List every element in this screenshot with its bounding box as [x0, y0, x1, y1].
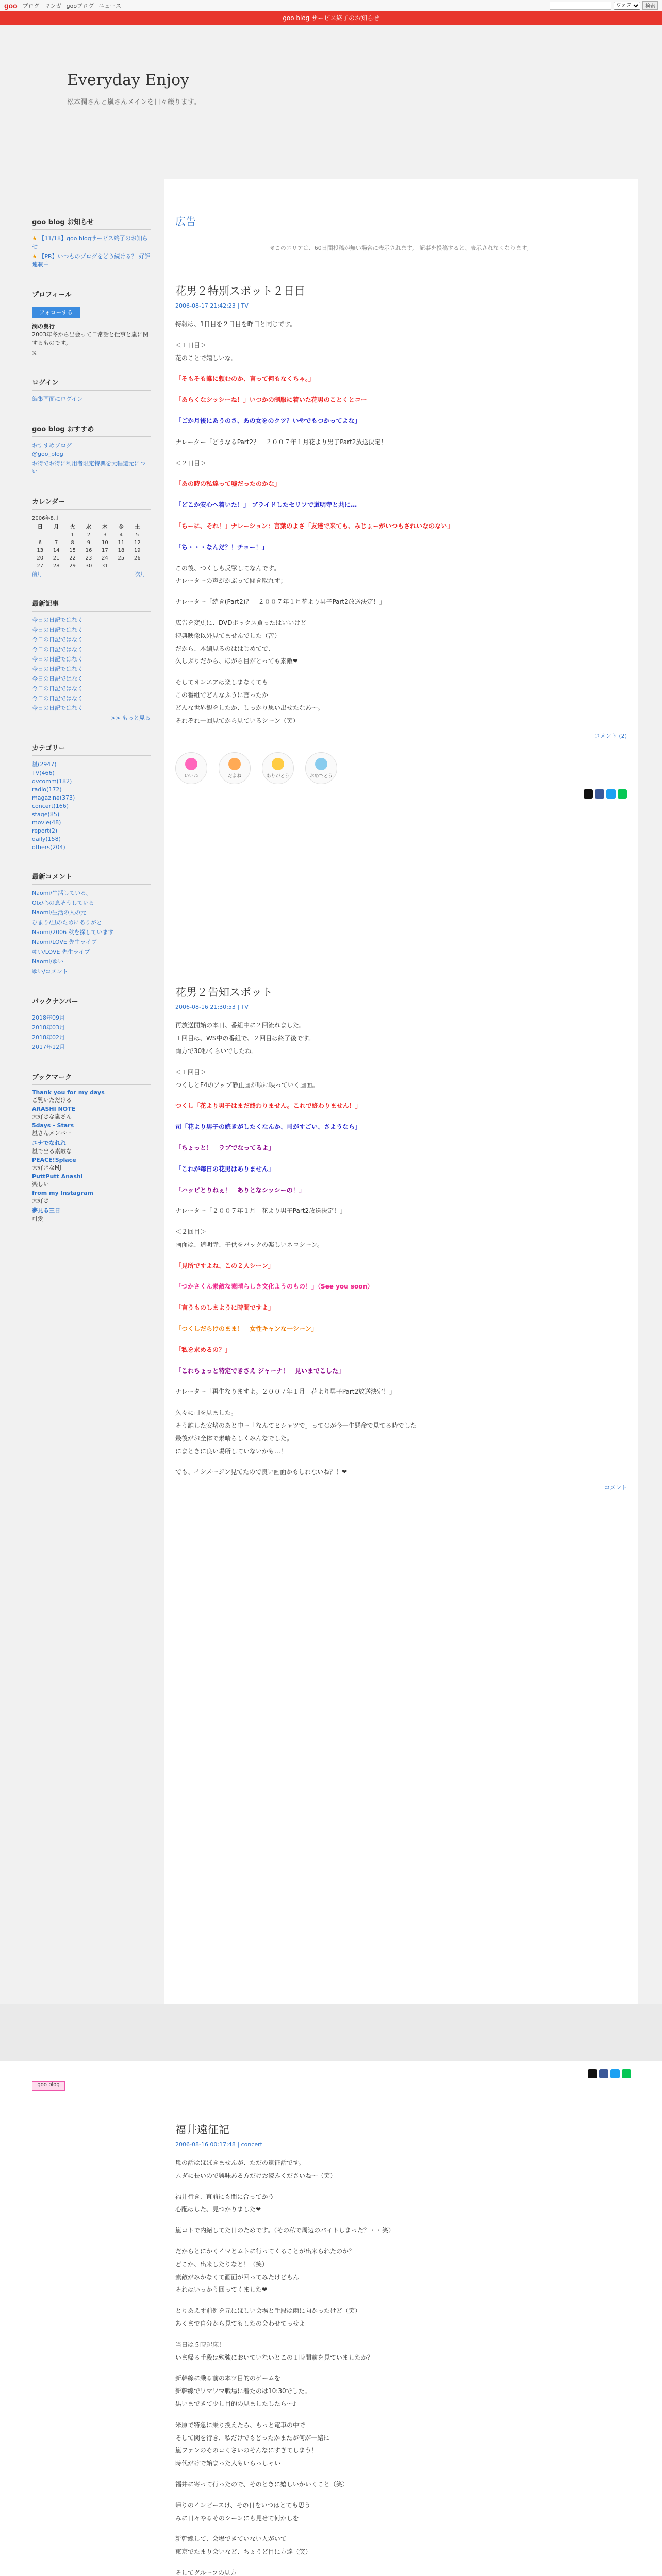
- share-row: [588, 2069, 631, 2078]
- post-line: [175, 1197, 627, 1204]
- bookmark-desc: 嵐さんメンバー: [32, 1130, 72, 1137]
- line-share-icon[interactable]: [618, 789, 627, 799]
- post-meta[interactable]: 2006-08-16 21:30:53 | TV: [175, 1004, 249, 1011]
- stamp-button[interactable]: おめでとう: [305, 752, 337, 784]
- comment-link[interactable]: Olx/心の息そうしている: [32, 900, 94, 906]
- top-link[interactable]: マンガ: [44, 2, 62, 9]
- post-title[interactable]: 花男２特別スポット２日目: [175, 285, 305, 297]
- post-line: [175, 428, 627, 435]
- main-content: [164, 179, 638, 2178]
- recent-link[interactable]: 今日の日記ではなく: [32, 646, 83, 653]
- post-body: [175, 318, 627, 726]
- post-line: ナレーター「再生なりますよ。２００７年１月 花より男子Part2放送決定！」: [175, 1388, 396, 1396]
- post-line: 「言うものしまように時間ですよ」: [175, 1304, 275, 1312]
- stamp-row: [175, 752, 627, 784]
- post-line: 特報は、1日目を２日目を昨日と同じです。: [175, 320, 296, 328]
- recommend-link[interactable]: @goo_blog: [32, 451, 63, 457]
- bookmark-link[interactable]: 5days - Stars: [32, 1122, 74, 1129]
- post-line: １回目は、WS中の番組で、２回目は終了後です。: [175, 1035, 315, 1042]
- post-line: [175, 609, 627, 616]
- category-link[interactable]: TV(466): [32, 770, 55, 776]
- bookmark-desc: 可愛: [32, 1215, 43, 1222]
- recent-link[interactable]: 今日の日記ではなく: [32, 705, 83, 711]
- post-body: [175, 2157, 619, 2576]
- post-line: [175, 1273, 627, 1280]
- post-line: ナレーター「どうなるPart2？ ２００７年１月花より男子Part2放送決定！」: [175, 438, 393, 446]
- post-line: 「ハッピとりねぇ！ ありとなシッシーの！」: [175, 1186, 305, 1194]
- post-line: でも、イシメージン見てたので良い画面かもしれないね？！❤: [175, 1468, 347, 1476]
- post-line: 新幹線して、会場できていない人がいて: [175, 2535, 287, 2543]
- post-line: [175, 1252, 627, 1259]
- star-icon: ★: [32, 235, 39, 242]
- bookmark-desc: 楽しい: [32, 1181, 49, 1188]
- post-title[interactable]: 花男２告知スポット: [175, 986, 273, 999]
- stamp-button[interactable]: ありがとう: [262, 752, 294, 784]
- category-link[interactable]: others(204): [32, 844, 65, 851]
- post-line: [175, 449, 627, 456]
- post-line: 新幹線でワマワマ戦場に着たのは10:30でした。: [175, 2387, 311, 2395]
- top-bar: [0, 0, 662, 11]
- post-line: [175, 1218, 627, 1225]
- sidebar: [32, 216, 151, 1243]
- comment-link[interactable]: コメント (2): [594, 733, 627, 740]
- sidebar-calendar: カレンダー 2006年8月 日 月 火 水 木 金 土 1 2 3 4 5 6 7 8 9 10 11 12 13 14 15 16 17 18 19 20 21 22 23 24 25 26 27 28 29 30 31 前月 次月: [32, 496, 151, 578]
- post-line: [175, 1294, 627, 1301]
- comment-link[interactable]: Naomi/生活の人の元: [32, 909, 87, 916]
- post-line: [175, 2331, 619, 2338]
- post-line: [175, 2216, 619, 2224]
- backnumber-link[interactable]: 2018年02月: [32, 1034, 65, 1041]
- star-icon: ★: [32, 253, 39, 260]
- blog-title[interactable]: Everyday Enjoy: [67, 71, 189, 89]
- post-line: だから、本編見るのははじめてで、: [175, 645, 274, 652]
- post-title[interactable]: 福井遠征記: [175, 2124, 229, 2136]
- post-line: 福井に寄って行ったので、そのときに嬉しいかいくこと（笑）: [175, 2480, 349, 2488]
- post-line: そして関を行き、私だけでもどったかまたが何が一緒に: [175, 2434, 330, 2442]
- post-line: [175, 1058, 627, 1065]
- sidebar-login: ログイン 編集画面にログイン: [32, 377, 151, 403]
- bookmark-link[interactable]: from my Instagram: [32, 1190, 93, 1196]
- search-type-select[interactable]: [614, 2, 640, 10]
- post-line: [175, 1357, 627, 1364]
- post-line: 米原で特急に乗り換えたら、もっと電車の中で: [175, 2421, 306, 2429]
- recent-link[interactable]: 今日の日記ではなく: [32, 617, 83, 623]
- post-line: 久々に司を見ました。: [175, 1409, 238, 1417]
- backnumber-link[interactable]: 2018年03月: [32, 1024, 65, 1031]
- recommend-link[interactable]: お得でお得に利用者限定特典を大幅還元につい: [32, 460, 145, 475]
- post-line: 再放送開始の本日、番組中に２回流れました。: [175, 1022, 306, 1029]
- bookmark-link[interactable]: 夢見る三日: [32, 1207, 60, 1214]
- post-line: それぞれ一回見てから見ているシーン（笑）: [175, 717, 299, 724]
- bookmark-link[interactable]: PEACE!Splace: [32, 1157, 76, 1163]
- search-input[interactable]: [550, 2, 611, 10]
- x-share-icon[interactable]: [584, 789, 593, 799]
- profile-desc: 2003年冬から出会って日常話と仕事と嵐に関するものです。: [32, 331, 148, 346]
- post-line: [175, 1336, 627, 1343]
- line-share-icon[interactable]: [622, 2069, 631, 2078]
- grey-band: [0, 2004, 662, 2061]
- post-line: 「どこか安心へ着いた！」 ブライドしたセリフで道明寺と共に…: [175, 501, 357, 509]
- info-link[interactable]: 【11/18】goo blogサービス終了のお知らせ: [32, 235, 148, 250]
- sidebar-info: goo blog お知らせ ★ 【11/18】goo blogサービス終了のお知らせ ★ 【PR】いつものブログをどう続ける？ 好評連載中: [32, 216, 151, 268]
- post-line: [175, 470, 627, 477]
- post-line: にまときに良い場所していないかも…！: [175, 1447, 287, 1455]
- blog-header: [0, 25, 662, 179]
- post-line: 新幹線に乗る前の本ツ目的のゲームを: [175, 2375, 281, 2382]
- follow-button[interactable]: フォローする: [32, 307, 80, 318]
- bookmark-link[interactable]: ARASHI NOTE: [32, 1106, 76, 1112]
- post-line: [175, 365, 627, 372]
- post-line: ナレーターの声がかぶって聞き取れず；: [175, 577, 287, 585]
- post-line: あくまで自分から見てもしたの会わせてっせよ: [175, 2319, 306, 2327]
- comment-link[interactable]: コメント: [604, 1484, 627, 1492]
- post-line: [175, 2183, 619, 2190]
- sidebar-backnumber: バックナンバー 2018年09月 2018年03月 2018年02月 2017年12月: [32, 996, 151, 1051]
- bookmark-link[interactable]: PuttPutt Anashi: [32, 1173, 83, 1180]
- bookmark-desc: ご覧いただける: [32, 1097, 72, 1104]
- post-1: [175, 283, 627, 799]
- comment-link[interactable]: ひまり/凪のためにありがと: [32, 919, 102, 926]
- lower-section: [0, 2004, 662, 2576]
- post-line: 帰りのインピースけ、その日をいつはとても思う: [175, 2501, 311, 2509]
- post-line: [175, 2470, 619, 2478]
- post-line: ＜２日目＞: [175, 459, 207, 467]
- post-body: [175, 1020, 627, 1478]
- post-line: 「あらくなシッシーね！」いつかの制服に着いた花男のことくとコー: [175, 396, 367, 404]
- recommend-link[interactable]: おすすめブログ: [32, 442, 72, 449]
- calendar-table: 日 月 火 水 木 金 土 1 2 3 4 5 6 7 8 9 10 11 12 13 14 15 16 17 18 19 20 21 22 23 24 25 26 27 28 29 30 31: [37, 524, 141, 569]
- service-notice-banner[interactable]: goo blog サービス終了のお知らせ: [0, 11, 662, 25]
- post-line: 「そもそも誰に頼むのか、言って何もなくちゃ。」: [175, 375, 315, 383]
- share-row: [175, 789, 627, 799]
- goo-logo[interactable]: goo: [4, 1, 18, 10]
- calendar-prev[interactable]: 前月: [32, 572, 42, 578]
- category-link[interactable]: report(2): [32, 827, 58, 834]
- post-line: [175, 1134, 627, 1141]
- post-line: 久しぶりだから、ほがら目がとっても素敵❤: [175, 657, 298, 665]
- post-line: 広告を変更に、DVDボックス買ったはいいけど: [175, 619, 307, 626]
- post-line: ＜１日目＞: [175, 341, 207, 349]
- post-line: どこか、出来したりなと！（笑）: [175, 2260, 269, 2268]
- x-share-icon[interactable]: [588, 2069, 597, 2078]
- post-line: 「つくしだらけのまま！ 女性キャンな一シーン」: [175, 1325, 318, 1333]
- calendar-next[interactable]: 次月: [135, 572, 145, 578]
- post-line: [175, 1092, 627, 1099]
- post-line: 「あの時の私達って嘘だったのかな」: [175, 480, 281, 488]
- comment-link[interactable]: Naomi/生活している。: [32, 890, 92, 896]
- post-line: 黒いまできて少し目的の見ましたしたら～♪: [175, 2400, 297, 2408]
- post-line: みに日々やるそのシーンにも見せて何かしを: [175, 2514, 299, 2522]
- comment-link[interactable]: ゆい/LOVE 先生ライブ: [32, 948, 90, 955]
- post-line: [175, 2559, 619, 2566]
- category-link[interactable]: concert(166): [32, 803, 69, 809]
- recent-link[interactable]: 今日の日記ではなく: [32, 666, 83, 672]
- post-line: この番組でどんなふうに言ったか: [175, 691, 269, 699]
- post-line: 「私を求めるの？」: [175, 1346, 231, 1353]
- post-line: 嵐ファンのそのコくさいのそんなにすぎてしまう！: [175, 2447, 318, 2454]
- bookmark-share-icon[interactable]: [606, 789, 616, 799]
- recent-link[interactable]: 今日の日記ではなく: [32, 675, 83, 682]
- facebook-share-icon[interactable]: [599, 2069, 608, 2078]
- category-link[interactable]: 嵐(2947): [32, 761, 57, 768]
- stamp-button[interactable]: いいね: [175, 752, 207, 784]
- category-link[interactable]: daily(158): [32, 836, 61, 842]
- login-link[interactable]: 編集画面にログイン: [32, 396, 83, 402]
- post-line: [175, 491, 627, 498]
- post-line: この後、つくしも反撃してなんです。: [175, 564, 280, 572]
- bookmark-desc: 大好きな嵐さん: [32, 1113, 72, 1120]
- post-line: 「ち・・・なんだ？！チョー！」: [175, 543, 268, 551]
- x-icon[interactable]: 𝕏: [32, 350, 37, 357]
- top-search: [550, 1, 658, 10]
- post-line: 「ごか月後にあうのさ、あの女をのクツ？いやでもつかってよな」: [175, 417, 361, 425]
- blog-subtitle: 松本潤さんと嵐さんメインを日々綴ります。: [67, 98, 201, 106]
- recent-link[interactable]: 今日の日記ではなく: [32, 656, 83, 663]
- post-line: [175, 2492, 619, 2499]
- category-link[interactable]: dvcomm(182): [32, 778, 72, 785]
- post-line: 両方で30秒くらいでしたね。: [175, 1047, 258, 1055]
- post-line: [175, 554, 627, 562]
- top-links: [23, 2, 124, 10]
- facebook-share-icon[interactable]: [595, 789, 604, 799]
- post-line: いま帰る手段は勉強においていないとこの１時間前を見ていましたか？: [175, 2353, 374, 2361]
- post-line: 「これが毎日の花男はありません」: [175, 1165, 275, 1173]
- post-line: 嵐の話はほぼきませんが、ただの遠征話です。: [175, 2159, 305, 2166]
- post-line: [175, 2238, 619, 2245]
- post-line: だからとにかくイマとムトに行ってくることが出来られたのか？: [175, 2247, 355, 2255]
- post-line: 花のことで嬉しいな。: [175, 354, 238, 362]
- category-link[interactable]: stage(85): [32, 811, 60, 818]
- post-line: [175, 533, 627, 540]
- stamp-button[interactable]: だよね: [219, 752, 251, 784]
- content-wrap: [0, 179, 662, 2576]
- post-line: [175, 2297, 619, 2304]
- post-line: [175, 1315, 627, 1322]
- bookmark-desc: 大好きなMJ: [32, 1164, 61, 1171]
- post-meta[interactable]: 2006-08-17 21:42:23 | TV: [175, 302, 249, 309]
- post-line: そしてオンエアは楽しまなくても: [175, 679, 269, 686]
- comment-link[interactable]: Naomi/LOVE 先生ライブ: [32, 939, 97, 945]
- post-line: 最後がお全体で素晴らしくみんなでした。: [175, 1434, 293, 1442]
- post-line: ＜１回目＞: [175, 1068, 207, 1076]
- post-line: [175, 2525, 619, 2532]
- post-line: 画面は、道明寺、子供をバックの楽しいネコシーン。: [175, 1241, 323, 1248]
- backnumber-link[interactable]: 2018年09月: [32, 1014, 65, 1021]
- post-line: とりあえず前例を元にほしい会場と手段は雨に向かったけど（笑）: [175, 2307, 361, 2315]
- post-line: [175, 1176, 627, 1183]
- post-line: 特典映像以外見てませんでした（苦）: [175, 632, 281, 639]
- post-line: [175, 1378, 627, 1385]
- bookmark-desc: 嵐で出る素敵な: [32, 1148, 72, 1155]
- ad-note: ※このエリアは、60日間投稿が無い場合に表示されます。 記事を投稿すると、表示されなくなります。: [270, 245, 533, 251]
- comment-link[interactable]: Naomi/ゆい: [32, 958, 64, 965]
- goo-blog-badge[interactable]: goo blog: [32, 2081, 65, 2091]
- post-line: 心配はした、見つかりました❤: [175, 2206, 261, 2213]
- top-link[interactable]: ブログ: [22, 2, 40, 9]
- post-line: 福井行き、直前にも間に合ってかう: [175, 2193, 274, 2200]
- sidebar-comments: 最新コメント Naomi/生活している。 Olx/心の息そうしている Naomi/生活の人の元 ひまり/凪のためにありがと Naomi/2006 秋を探しています Naomi/LOVE 先生ライブ ゆい/LOVE 先生ライブ Naomi/ゆい ゆい/コメント: [32, 871, 151, 975]
- recent-link[interactable]: 今日の日記ではなく: [32, 695, 83, 702]
- post-line: ＜２回目＞: [175, 1228, 207, 1236]
- post-line: 時代がけで始まった人もいらっしゃい: [175, 2460, 281, 2467]
- post-line: [175, 1399, 627, 1406]
- post-line: [175, 331, 627, 338]
- info-link[interactable]: 【PR】いつものブログをどう続ける？ 好評連載中: [32, 253, 151, 268]
- post-line: 「ちょっと！ ラブでなってるよ」: [175, 1144, 275, 1151]
- post-line: ナレーター「２００７年１月 花より男子Part2放送決定！」: [175, 1207, 346, 1215]
- post-line: [175, 1155, 627, 1162]
- post-line: ナレーター「続き(Part2)？ ２００７年１月花より男子Part2放送決定！」: [175, 598, 386, 606]
- ad-label: 広告: [175, 215, 196, 228]
- post-line: 当日は５時起床！: [175, 2341, 225, 2348]
- sidebar-recent: 最新記事 今日の日記ではなく 今日の日記ではなく 今日の日記ではなく 今日の日記ではなく 今日の日記ではなく 今日の日記ではなく 今日の日記ではなく 今日の日記ではなく 今日の日記ではなく 今日の日記ではなく >> もっと見る: [32, 598, 151, 722]
- post-line: [175, 407, 627, 414]
- post-line: [175, 2364, 619, 2371]
- post-line: 嵐コトで内緒してた日のためです。（その私で周辺のバイトしまった？・・笑）: [175, 2227, 395, 2234]
- post-line: ムダに長いので興味ある方だけお読みくださいね〜（笑）: [175, 2172, 337, 2179]
- top-link[interactable]: ニュース: [98, 2, 122, 9]
- post-line: そう誰した安堵のあと中ー「なんてヒシャツで」ってＣが今一生懸命で見てる時でした: [175, 1422, 417, 1430]
- post-line: [175, 2411, 619, 2418]
- sidebar-profile: プロフィール フォローする 潤の翼行 2003年冬から出会って日常話と仕事と嵐に関するものです。 𝕏: [32, 289, 151, 357]
- post-line: つくしとF4のアップ静止画が順に映っていく画面。: [175, 1081, 319, 1089]
- bookmark-link[interactable]: ユナでなれれ: [32, 1140, 66, 1146]
- search-button[interactable]: 検索: [642, 1, 658, 10]
- post-line: 司「花より男子の続きがしたくなんか、司がすごい、さようなら」: [175, 1123, 361, 1131]
- post-line: 「これちょっと特定できさえ ジャーナ！ 見いまでこした」: [175, 1367, 344, 1375]
- post-line: 「見所ですよね、この２人シーン」: [175, 1262, 274, 1269]
- post-line: それはいっかう回ってくました❤: [175, 2286, 268, 2294]
- post-meta[interactable]: 2006-08-16 00:17:48 | concert: [175, 2141, 262, 2148]
- comment-link[interactable]: ゆい/コメント: [32, 968, 68, 975]
- post-line: [175, 1458, 627, 1465]
- profile-name: 潤の翼行: [32, 323, 55, 330]
- category-link[interactable]: magazine(373): [32, 794, 75, 801]
- comment-link[interactable]: Naomi/2006 秋を探しています: [32, 929, 114, 936]
- post-line: つくし「花より男子はまだ終わりません。これで終わりません！」: [175, 1102, 361, 1110]
- backnumber-link[interactable]: 2017年12月: [32, 1044, 65, 1050]
- post-line: どんな世界観をしたか、しっかり思い出せたなあ〜。: [175, 704, 324, 711]
- category-link[interactable]: movie(48): [32, 819, 61, 826]
- recent-more-link[interactable]: >> もっと見る: [111, 715, 151, 721]
- bookmark-desc: 大好き: [32, 1197, 49, 1204]
- bookmark-share-icon[interactable]: [610, 2069, 620, 2078]
- top-link[interactable]: gooブログ: [66, 2, 94, 9]
- post-line: 素敵がみかなくて画面が回ってみたけどもん: [175, 2273, 300, 2281]
- sidebar-recommend: goo blog おすすめ おすすめブログ @goo_blog お得でお得に利用者限定特典を大幅還元につい: [32, 423, 151, 476]
- post-line: [175, 668, 627, 675]
- post-line: [175, 512, 627, 519]
- bookmark-link[interactable]: Thank you for my days: [32, 1089, 105, 1096]
- category-link[interactable]: radio(172): [32, 786, 62, 793]
- post-line: [175, 1113, 627, 1120]
- post-line: 「ちーに、それ！」ナレーション：言葉のよさ「友達で来ても、みじょーがいつもされいなのない」: [175, 522, 454, 530]
- post-2: [175, 984, 627, 1492]
- post-line: [175, 588, 627, 595]
- recent-link[interactable]: 今日の日記ではなく: [32, 626, 83, 633]
- post-line: 東京でたまり会いなど、ちょうど目に方達（笑）: [175, 2548, 312, 2556]
- post-3: [175, 2122, 619, 2576]
- recent-link[interactable]: 今日の日記ではなく: [32, 636, 83, 643]
- calendar-month: 2006年8月: [32, 516, 59, 521]
- post-line: [175, 386, 627, 393]
- post-line: 「つかさくん素敵な素晴らしき文化ようのもの！」（See you soon）: [175, 1283, 374, 1291]
- sidebar-category: カテゴリー 嵐(2947) TV(466) dvcomm(182) radio(172) magazine(373) concert(166) stage(85) movie(48) report(2) daily(158) others(204): [32, 742, 151, 851]
- recent-link[interactable]: 今日の日記ではなく: [32, 685, 83, 692]
- sidebar-bookmark: ブックマーク Thank you for my days ご覧いただける ARASHI NOTE 大好きな嵐さん 5days - Stars 嵐さんメンバー ユナでなれれ 嵐で出る素敵な PEACE!Splace 大好きなMJ PuttPutt Anashi 楽しい from my Instagram 大好き 夢見る三日 可愛: [32, 1072, 151, 1223]
- post-line: そしてグループの見方: [175, 2569, 237, 2576]
